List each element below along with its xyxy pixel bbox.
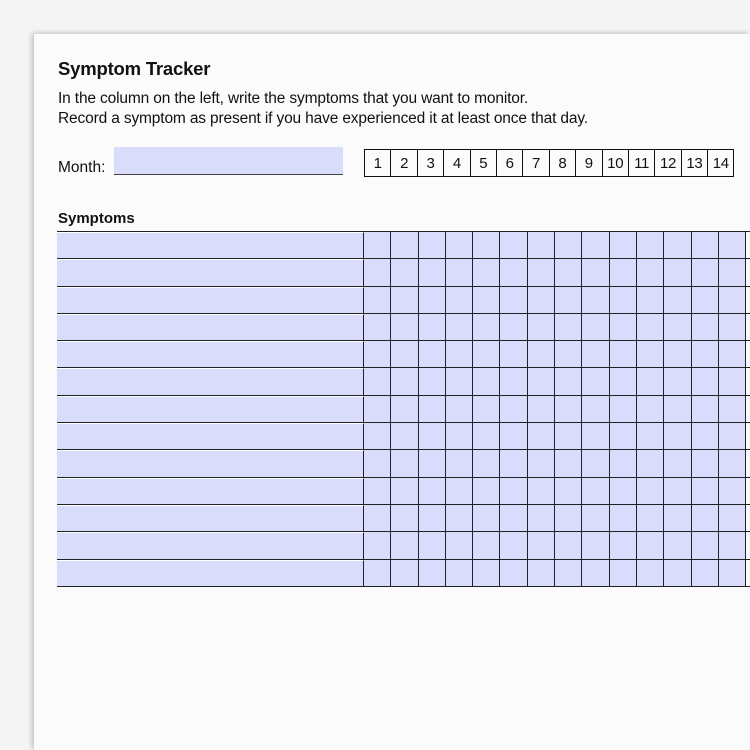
day-check-cell[interactable] xyxy=(391,341,418,367)
symptom-name-field[interactable] xyxy=(57,450,364,476)
day-check-cell[interactable] xyxy=(664,423,691,449)
day-check-cell[interactable] xyxy=(555,396,582,422)
day-check-cell[interactable] xyxy=(446,287,473,313)
day-check-cell[interactable] xyxy=(473,450,500,476)
day-check-cell[interactable] xyxy=(391,314,418,340)
symptom-name-field[interactable] xyxy=(57,341,364,367)
day-check-cell[interactable] xyxy=(364,505,391,531)
day-check-cell[interactable] xyxy=(692,287,719,313)
day-check-cell[interactable] xyxy=(500,341,527,367)
day-check-cell[interactable] xyxy=(692,259,719,285)
day-check-cell[interactable] xyxy=(528,396,555,422)
day-check-cell[interactable] xyxy=(528,259,555,285)
month-field[interactable] xyxy=(114,147,343,175)
symptom-name-field[interactable] xyxy=(57,396,364,422)
day-check-cell[interactable] xyxy=(637,368,664,394)
day-check-cell[interactable] xyxy=(446,423,473,449)
day-check-cell[interactable] xyxy=(555,314,582,340)
day-check-cell[interactable] xyxy=(637,232,664,258)
day-check-cell[interactable] xyxy=(391,287,418,313)
day-check-cell[interactable] xyxy=(446,532,473,558)
day-check-cell[interactable] xyxy=(719,232,746,258)
day-check-cell[interactable] xyxy=(664,478,691,504)
day-check-cell[interactable] xyxy=(500,314,527,340)
day-check-cell[interactable] xyxy=(664,287,691,313)
day-check-cell[interactable] xyxy=(364,259,391,285)
day-check-cell[interactable] xyxy=(419,423,446,449)
symptom-name-field[interactable] xyxy=(57,232,364,258)
day-check-cell[interactable] xyxy=(473,478,500,504)
day-check-cell[interactable] xyxy=(391,423,418,449)
day-check-cell[interactable] xyxy=(555,560,582,586)
day-check-cell[interactable] xyxy=(473,232,500,258)
day-check-cell[interactable] xyxy=(719,478,746,504)
day-check-cell[interactable] xyxy=(664,314,691,340)
day-check-cell[interactable] xyxy=(500,368,527,394)
day-check-cell[interactable] xyxy=(473,368,500,394)
day-check-cell[interactable] xyxy=(446,396,473,422)
day-check-cell[interactable] xyxy=(555,287,582,313)
day-check-cell[interactable] xyxy=(610,423,637,449)
day-check-cell[interactable] xyxy=(391,259,418,285)
day-check-cell[interactable] xyxy=(391,368,418,394)
day-check-cell[interactable] xyxy=(692,532,719,558)
symptom-row xyxy=(57,341,750,368)
day-check-cell[interactable] xyxy=(610,505,637,531)
day-check-cell[interactable] xyxy=(555,423,582,449)
day-check-cell[interactable] xyxy=(446,259,473,285)
day-check-cell[interactable] xyxy=(391,478,418,504)
day-check-cell[interactable] xyxy=(364,478,391,504)
day-check-cell[interactable] xyxy=(364,232,391,258)
day-check-cell[interactable] xyxy=(419,450,446,476)
day-check-cell[interactable] xyxy=(473,423,500,449)
symptom-name-field[interactable] xyxy=(57,259,364,285)
day-check-cell[interactable] xyxy=(637,423,664,449)
day-header-cell: 14 xyxy=(708,150,734,176)
day-check-cell[interactable] xyxy=(419,532,446,558)
day-header-cell: 1 xyxy=(365,150,391,176)
day-check-cell[interactable] xyxy=(692,478,719,504)
day-check-cell[interactable] xyxy=(555,232,582,258)
day-check-cell[interactable] xyxy=(473,314,500,340)
symptom-row xyxy=(57,287,750,314)
symptoms-label: Symptoms xyxy=(58,210,135,227)
symptom-row xyxy=(57,259,750,286)
day-check-cell[interactable] xyxy=(528,560,555,586)
day-check-cell[interactable] xyxy=(719,450,746,476)
day-check-cell[interactable] xyxy=(719,259,746,285)
day-check-cell[interactable] xyxy=(610,396,637,422)
day-check-cell[interactable] xyxy=(419,314,446,340)
day-header-cell: 5 xyxy=(471,150,497,176)
day-check-cell[interactable] xyxy=(364,314,391,340)
day-check-cell[interactable] xyxy=(664,341,691,367)
day-check-cell[interactable] xyxy=(500,560,527,586)
day-check-cell[interactable] xyxy=(692,232,719,258)
day-check-cell[interactable] xyxy=(391,532,418,558)
day-check-cell[interactable] xyxy=(637,259,664,285)
day-check-cell[interactable] xyxy=(637,560,664,586)
day-check-cell[interactable] xyxy=(473,532,500,558)
day-check-cell[interactable] xyxy=(446,560,473,586)
day-check-cell[interactable] xyxy=(582,478,609,504)
day-check-cell[interactable] xyxy=(391,232,418,258)
symptom-name-field[interactable] xyxy=(57,287,364,313)
symptom-name-field[interactable] xyxy=(57,368,364,394)
instruction-line: Record a symptom as present if you have experienced it at least once that day. xyxy=(58,110,588,127)
day-check-cell[interactable] xyxy=(391,505,418,531)
day-check-cell[interactable] xyxy=(582,505,609,531)
day-check-cell[interactable] xyxy=(664,505,691,531)
day-check-cell[interactable] xyxy=(582,368,609,394)
day-check-cell[interactable] xyxy=(528,341,555,367)
day-check-cell[interactable] xyxy=(555,478,582,504)
page-title: Symptom Tracker xyxy=(58,58,211,79)
day-check-cell[interactable] xyxy=(528,532,555,558)
day-check-cell[interactable] xyxy=(692,368,719,394)
day-check-cell[interactable] xyxy=(419,368,446,394)
symptom-grid xyxy=(57,231,750,587)
day-check-cell[interactable] xyxy=(582,532,609,558)
day-check-cell[interactable] xyxy=(610,287,637,313)
instructions xyxy=(58,89,588,129)
day-header-cell: 13 xyxy=(682,150,708,176)
symptom-name-field[interactable] xyxy=(57,505,364,531)
day-check-cell[interactable] xyxy=(664,259,691,285)
day-check-cell[interactable] xyxy=(610,560,637,586)
day-check-cell[interactable] xyxy=(692,450,719,476)
day-check-cell[interactable] xyxy=(419,396,446,422)
day-check-cell[interactable] xyxy=(446,341,473,367)
day-check-cell[interactable] xyxy=(473,396,500,422)
day-header-cell: 9 xyxy=(576,150,602,176)
day-check-cell[interactable] xyxy=(446,478,473,504)
day-check-cell[interactable] xyxy=(391,396,418,422)
day-check-cell[interactable] xyxy=(582,259,609,285)
day-check-cell[interactable] xyxy=(364,560,391,586)
day-check-cell[interactable] xyxy=(719,560,746,586)
day-check-cell[interactable] xyxy=(719,532,746,558)
day-check-cell[interactable] xyxy=(419,341,446,367)
day-check-cell[interactable] xyxy=(582,396,609,422)
day-check-cell[interactable] xyxy=(500,259,527,285)
day-check-cell[interactable] xyxy=(555,368,582,394)
day-check-cell[interactable] xyxy=(637,314,664,340)
day-check-cell[interactable] xyxy=(664,532,691,558)
day-check-cell[interactable] xyxy=(555,450,582,476)
day-check-cell[interactable] xyxy=(610,259,637,285)
day-check-cell[interactable] xyxy=(664,232,691,258)
day-check-cell[interactable] xyxy=(692,560,719,586)
day-check-cell[interactable] xyxy=(528,478,555,504)
day-check-cell[interactable] xyxy=(364,450,391,476)
day-check-cell[interactable] xyxy=(664,560,691,586)
day-check-cell[interactable] xyxy=(419,259,446,285)
day-check-cell[interactable] xyxy=(610,341,637,367)
symptom-row xyxy=(57,368,750,395)
day-check-cell[interactable] xyxy=(419,505,446,531)
day-check-cell[interactable] xyxy=(719,314,746,340)
day-check-cell[interactable] xyxy=(692,341,719,367)
day-check-cell[interactable] xyxy=(419,478,446,504)
day-check-cell[interactable] xyxy=(582,232,609,258)
day-check-cell[interactable] xyxy=(610,314,637,340)
day-check-cell[interactable] xyxy=(555,532,582,558)
day-check-cell[interactable] xyxy=(719,505,746,531)
day-header-cell: 8 xyxy=(550,150,576,176)
symptom-row xyxy=(57,560,750,587)
day-check-cell[interactable] xyxy=(500,232,527,258)
day-check-cell[interactable] xyxy=(364,423,391,449)
day-check-cell[interactable] xyxy=(500,478,527,504)
day-check-cell[interactable] xyxy=(719,396,746,422)
instruction-line: In the column on the left, write the symptoms that you want to monitor. xyxy=(58,90,529,107)
day-check-cell[interactable] xyxy=(582,314,609,340)
day-check-cell[interactable] xyxy=(582,423,609,449)
day-check-cell[interactable] xyxy=(528,505,555,531)
symptom-name-field[interactable] xyxy=(57,532,364,558)
day-check-cell[interactable] xyxy=(500,450,527,476)
day-check-cell[interactable] xyxy=(610,450,637,476)
day-check-cell[interactable] xyxy=(719,287,746,313)
day-check-cell[interactable] xyxy=(610,532,637,558)
day-check-cell[interactable] xyxy=(582,450,609,476)
symptom-row xyxy=(57,396,750,423)
day-check-cell[interactable] xyxy=(610,232,637,258)
symptom-row xyxy=(57,423,750,450)
day-check-cell[interactable] xyxy=(692,314,719,340)
day-check-cell[interactable] xyxy=(500,423,527,449)
form-page xyxy=(34,34,750,750)
day-check-cell[interactable] xyxy=(637,450,664,476)
month-label: Month: xyxy=(58,159,106,176)
day-check-cell[interactable] xyxy=(528,314,555,340)
symptom-row xyxy=(57,232,750,259)
day-check-cell[interactable] xyxy=(664,450,691,476)
day-check-cell[interactable] xyxy=(582,287,609,313)
day-check-cell[interactable] xyxy=(692,396,719,422)
day-header-cell: 11 xyxy=(629,150,655,176)
day-check-cell[interactable] xyxy=(500,396,527,422)
day-header-cell: 4 xyxy=(444,150,470,176)
day-header-cell: 2 xyxy=(391,150,417,176)
day-check-cell[interactable] xyxy=(555,505,582,531)
day-check-cell[interactable] xyxy=(528,450,555,476)
day-check-cell[interactable] xyxy=(419,232,446,258)
day-check-cell[interactable] xyxy=(637,287,664,313)
day-check-cell[interactable] xyxy=(473,259,500,285)
day-check-cell[interactable] xyxy=(719,341,746,367)
day-check-cell[interactable] xyxy=(637,396,664,422)
day-check-cell[interactable] xyxy=(637,532,664,558)
day-check-cell[interactable] xyxy=(719,368,746,394)
day-check-cell[interactable] xyxy=(500,505,527,531)
day-header-cell: 6 xyxy=(497,150,523,176)
day-check-cell[interactable] xyxy=(473,341,500,367)
day-header-cell: 3 xyxy=(418,150,444,176)
day-check-cell[interactable] xyxy=(610,368,637,394)
symptom-name-field[interactable] xyxy=(57,478,364,504)
day-check-cell[interactable] xyxy=(528,368,555,394)
day-check-cell[interactable] xyxy=(419,560,446,586)
day-check-cell[interactable] xyxy=(528,232,555,258)
symptom-name-field[interactable] xyxy=(57,423,364,449)
day-header xyxy=(364,149,734,177)
day-check-cell[interactable] xyxy=(692,505,719,531)
day-check-cell[interactable] xyxy=(637,341,664,367)
day-check-cell[interactable] xyxy=(582,560,609,586)
day-check-cell[interactable] xyxy=(500,532,527,558)
symptom-row xyxy=(57,450,750,477)
symptom-row xyxy=(57,532,750,559)
day-check-cell[interactable] xyxy=(500,287,527,313)
day-check-cell[interactable] xyxy=(364,368,391,394)
day-check-cell[interactable] xyxy=(473,560,500,586)
day-check-cell[interactable] xyxy=(391,560,418,586)
day-check-cell[interactable] xyxy=(364,532,391,558)
day-check-cell[interactable] xyxy=(692,423,719,449)
day-check-cell[interactable] xyxy=(446,232,473,258)
day-check-cell[interactable] xyxy=(419,287,446,313)
day-check-cell[interactable] xyxy=(364,341,391,367)
symptom-name-field[interactable] xyxy=(57,314,364,340)
day-check-cell[interactable] xyxy=(391,450,418,476)
day-check-cell[interactable] xyxy=(664,368,691,394)
symptom-row xyxy=(57,505,750,532)
day-check-cell[interactable] xyxy=(364,396,391,422)
day-check-cell[interactable] xyxy=(473,287,500,313)
day-check-cell[interactable] xyxy=(473,505,500,531)
symptom-row xyxy=(57,478,750,505)
day-check-cell[interactable] xyxy=(610,478,637,504)
day-check-cell[interactable] xyxy=(364,287,391,313)
day-check-cell[interactable] xyxy=(582,341,609,367)
day-check-cell[interactable] xyxy=(446,505,473,531)
day-check-cell[interactable] xyxy=(637,505,664,531)
day-header-cell: 10 xyxy=(603,150,629,176)
day-check-cell[interactable] xyxy=(528,287,555,313)
day-header-cell: 7 xyxy=(523,150,549,176)
day-check-cell[interactable] xyxy=(555,341,582,367)
day-check-cell[interactable] xyxy=(446,368,473,394)
day-check-cell[interactable] xyxy=(446,314,473,340)
day-header-cell: 12 xyxy=(655,150,681,176)
day-check-cell[interactable] xyxy=(637,478,664,504)
day-check-cell[interactable] xyxy=(555,259,582,285)
day-check-cell[interactable] xyxy=(528,423,555,449)
day-check-cell[interactable] xyxy=(719,423,746,449)
day-check-cell[interactable] xyxy=(664,396,691,422)
day-check-cell[interactable] xyxy=(446,450,473,476)
symptom-row xyxy=(57,314,750,341)
symptom-name-field[interactable] xyxy=(57,560,364,586)
